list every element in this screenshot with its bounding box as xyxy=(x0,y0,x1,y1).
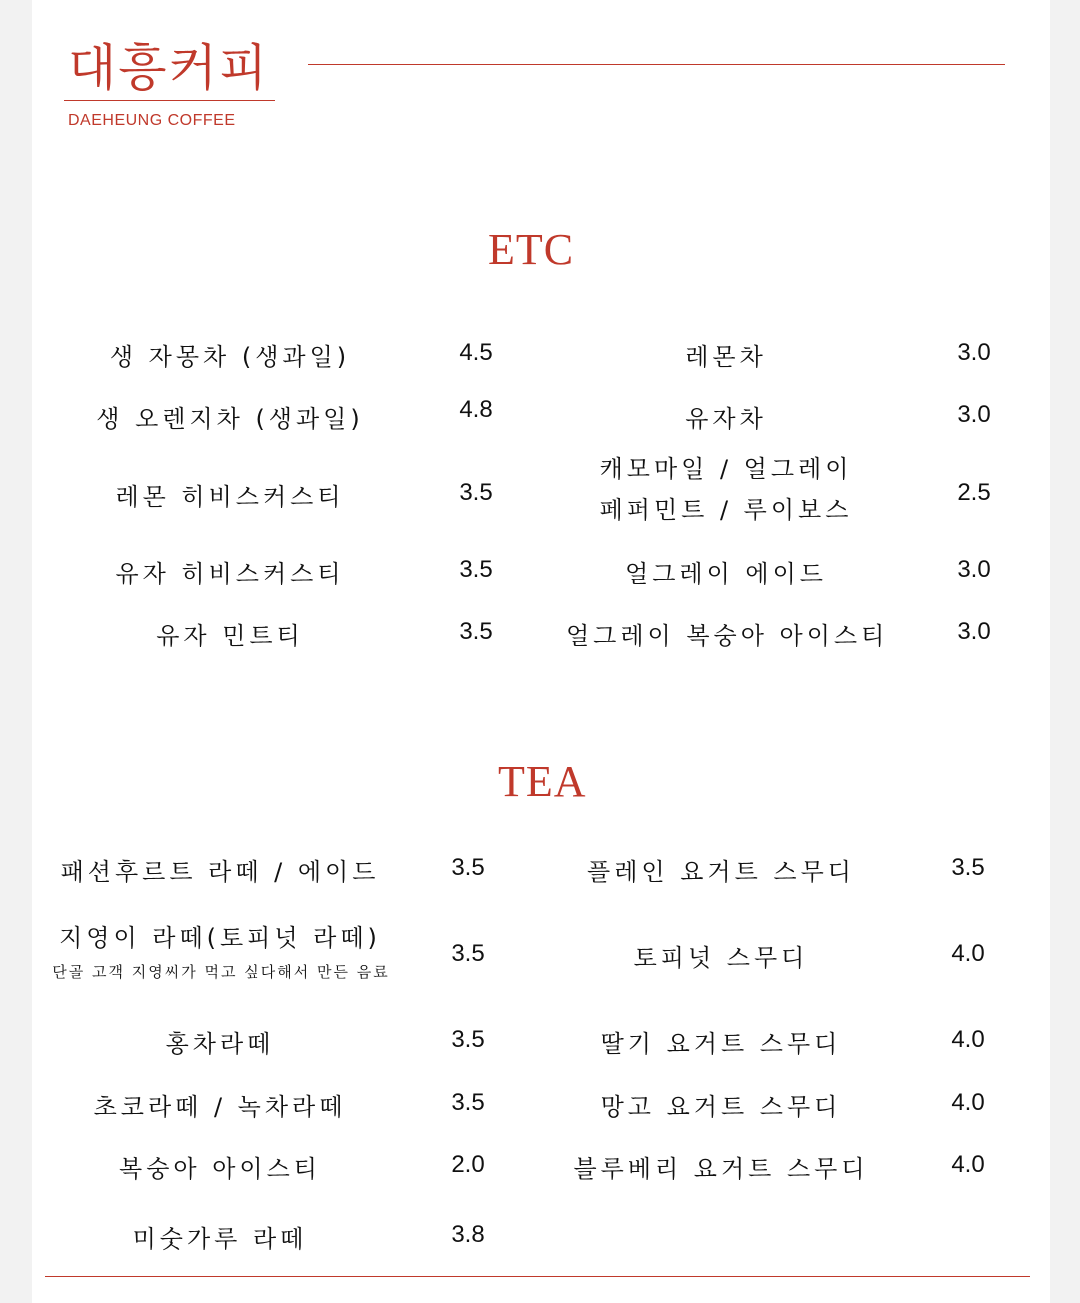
menu-item-name: 복숭아 아이스티 xyxy=(119,1155,321,1183)
menu-item-name: 초코라떼 / 녹차라떼 xyxy=(93,1093,347,1121)
menu-item-name: 레몬 히비스커스티 xyxy=(115,483,345,511)
menu-item-price: 3.5 xyxy=(459,618,493,645)
menu-item-price: 4.0 xyxy=(951,940,985,967)
menu-item-name: 패션후르트 라떼 / 에이드 xyxy=(60,858,380,886)
menu-item-price: 4.8 xyxy=(459,396,493,423)
menu-item-price: 4.5 xyxy=(459,339,493,366)
menu-item-name: 블루베리 요거트 스무디 xyxy=(573,1155,869,1183)
menu-item-name: 유자 히비스커스티 xyxy=(115,560,345,588)
menu-item-price: 3.0 xyxy=(957,401,991,428)
header-divider xyxy=(308,64,1005,65)
menu-item-price: 4.0 xyxy=(951,1151,985,1178)
menu-item-name: 레몬차 xyxy=(685,343,767,371)
menu-item-name-second-line: 페퍼민트 / 루이보스 xyxy=(599,496,853,524)
brand-subtitle: DAEHEUNG COFFEE xyxy=(68,112,236,129)
menu-item-name: 홍차라떼 xyxy=(165,1030,275,1058)
menu-item-price: 4.0 xyxy=(951,1026,985,1053)
menu-item-name: 유자차 xyxy=(685,405,767,433)
menu-item-name: 생 오렌지차 (생과일) xyxy=(96,405,364,433)
menu-item-name: 딸기 요거트 스무디 xyxy=(600,1030,842,1058)
menu-item-price: 2.0 xyxy=(451,1151,485,1178)
menu-item-name: 얼그레이 복숭아 아이스티 xyxy=(566,622,889,650)
menu-item-price: 3.0 xyxy=(957,556,991,583)
footer-divider xyxy=(45,1276,1030,1277)
menu-item-price: 3.5 xyxy=(951,854,985,881)
menu-item-name: 생 자몽차 (생과일) xyxy=(109,343,351,371)
menu-item-name: 토피넛 스무디 xyxy=(633,944,809,972)
menu-item-price: 3.5 xyxy=(451,940,485,967)
menu-item-price: 2.5 xyxy=(957,479,991,506)
menu-item-name: 플레인 요거트 스무디 xyxy=(587,858,855,886)
brand-underline xyxy=(64,100,275,101)
menu-item-name: 미숫가루 라떼 xyxy=(132,1225,308,1253)
menu-item-price: 3.8 xyxy=(451,1221,485,1248)
menu-item-name: 캐모마일 / 얼그레이 xyxy=(599,455,853,483)
menu-item-name: 지영이 라떼(토피넛 라떼) xyxy=(59,924,381,952)
menu-item-description: 단골 고객 지영씨가 먹고 싶다해서 만든 음료 xyxy=(52,963,390,981)
section-title-etc: ETC xyxy=(488,225,575,274)
section-title-tea: TEA xyxy=(498,757,587,806)
menu-item-price: 3.5 xyxy=(459,479,493,506)
menu-item-price: 4.0 xyxy=(951,1089,985,1116)
menu-item-price: 3.0 xyxy=(957,339,991,366)
menu-item-name: 얼그레이 에이드 xyxy=(625,560,827,588)
menu-item-price: 3.5 xyxy=(451,1089,485,1116)
brand-title: 대흥커피 xyxy=(68,39,270,97)
menu-item-price: 3.5 xyxy=(451,854,485,881)
menu-item-price: 3.5 xyxy=(459,556,493,583)
menu-item-name: 유자 민트티 xyxy=(156,622,304,650)
menu-item-price: 3.0 xyxy=(957,618,991,645)
menu-page xyxy=(32,0,1050,1303)
menu-item-price: 3.5 xyxy=(451,1026,485,1053)
menu-item-name: 망고 요거트 스무디 xyxy=(600,1093,842,1121)
